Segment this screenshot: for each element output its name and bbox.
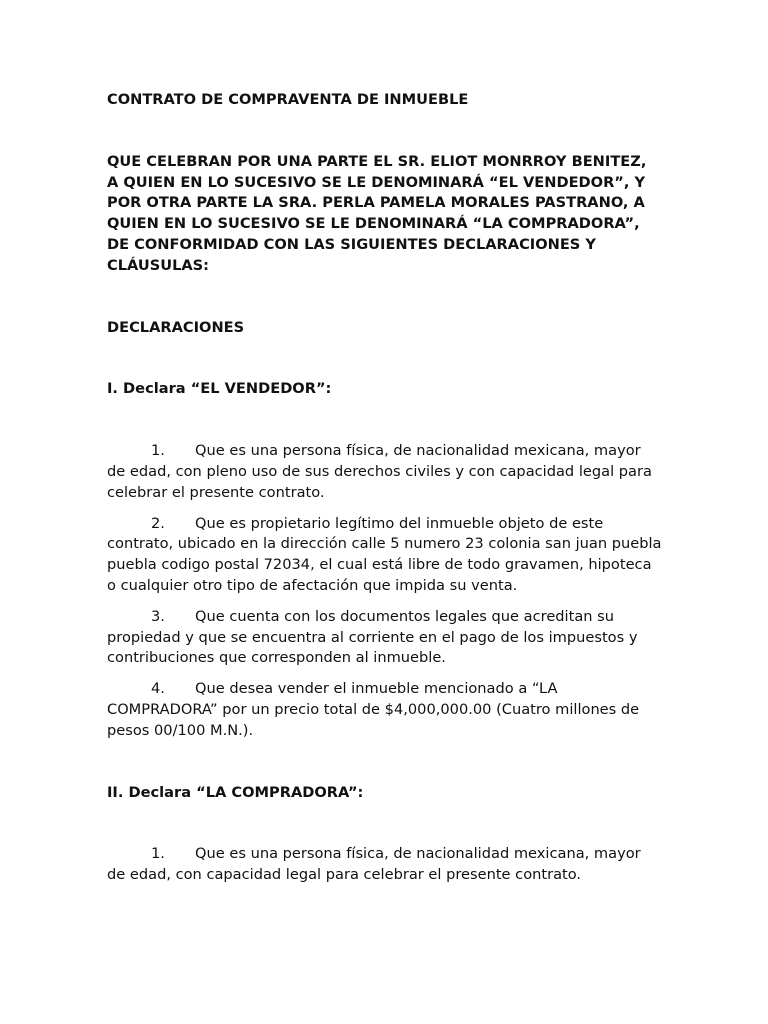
list-item: [107, 679, 662, 741]
list-item-text: Que es una persona física, de nacionalidad mexicana, mayor de edad, con pleno uso de sus derechos civiles y con capacidad legal para celebrar el presente contrato.: [107, 442, 652, 501]
list-item: [107, 607, 662, 669]
list-item-number: 1.: [151, 845, 165, 863]
vendor-declaration-heading: I. Declara “EL VENDEDOR”:: [107, 380, 332, 398]
list-item: [107, 514, 662, 597]
document-title: CONTRATO DE COMPRAVENTA DE INMUEBLE: [107, 91, 469, 108]
list-item-number: 1.: [151, 442, 165, 460]
list-item-number: 4.: [151, 680, 165, 698]
buyer-declaration-list: [107, 844, 662, 886]
list-item: [107, 844, 662, 886]
section-heading-declaraciones: DECLARACIONES: [107, 318, 245, 336]
vendor-declaration-list: [107, 441, 662, 741]
buyer-declaration-heading: II. Declara “LA COMPRADORA”:: [107, 783, 364, 801]
document-intro: QUE CELEBRAN POR UNA PARTE EL SR. ELIOT MONRROY BENITEZ, A QUIEN EN LO SUCESIVO SE LE DENOMINARÁ “EL VENDEDOR”, Y POR OTRA PARTE LA SRA. PERLA PAMELA MORALES PASTRANO, A QUIEN EN LO SUCESIVO SE LE DENOMINARÁ “LA COMPRADORA”, DE CONFORMIDAD CON LAS SIGUIENTES DECLARACIONES Y CLÁUSULAS:: [107, 152, 647, 274]
document-page: [107, 90, 662, 927]
list-item: [107, 441, 662, 503]
list-item-number: 2.: [151, 514, 165, 532]
list-item-text: Que es una persona física, de nacionalidad mexicana, mayor de edad, con capacidad legal para celebrar el presente contrato.: [107, 845, 641, 884]
list-item-number: 3.: [151, 607, 165, 625]
list-item-text: Que cuenta con los documentos legales que acreditan su propiedad y que se encuentra al corriente en el pago de los impuestos y contribuciones que corresponden al inmueble.: [107, 607, 638, 667]
list-item-text: Que es propietario legítimo del inmueble objeto de este contrato, ubicado en la dirección calle 5 numero 23 colonia san juan puebla puebla codigo postal 72034, el cual está libre de todo gravamen, hipoteca o cualquier otro tipo de afectación que impida su venta.: [107, 514, 662, 594]
list-item-text: Que desea vender el inmueble mencionado a “LA COMPRADORA” por un precio total de $4,000,000.00 (Cuatro millones de pesos 00/100 M.N.).: [107, 680, 640, 739]
